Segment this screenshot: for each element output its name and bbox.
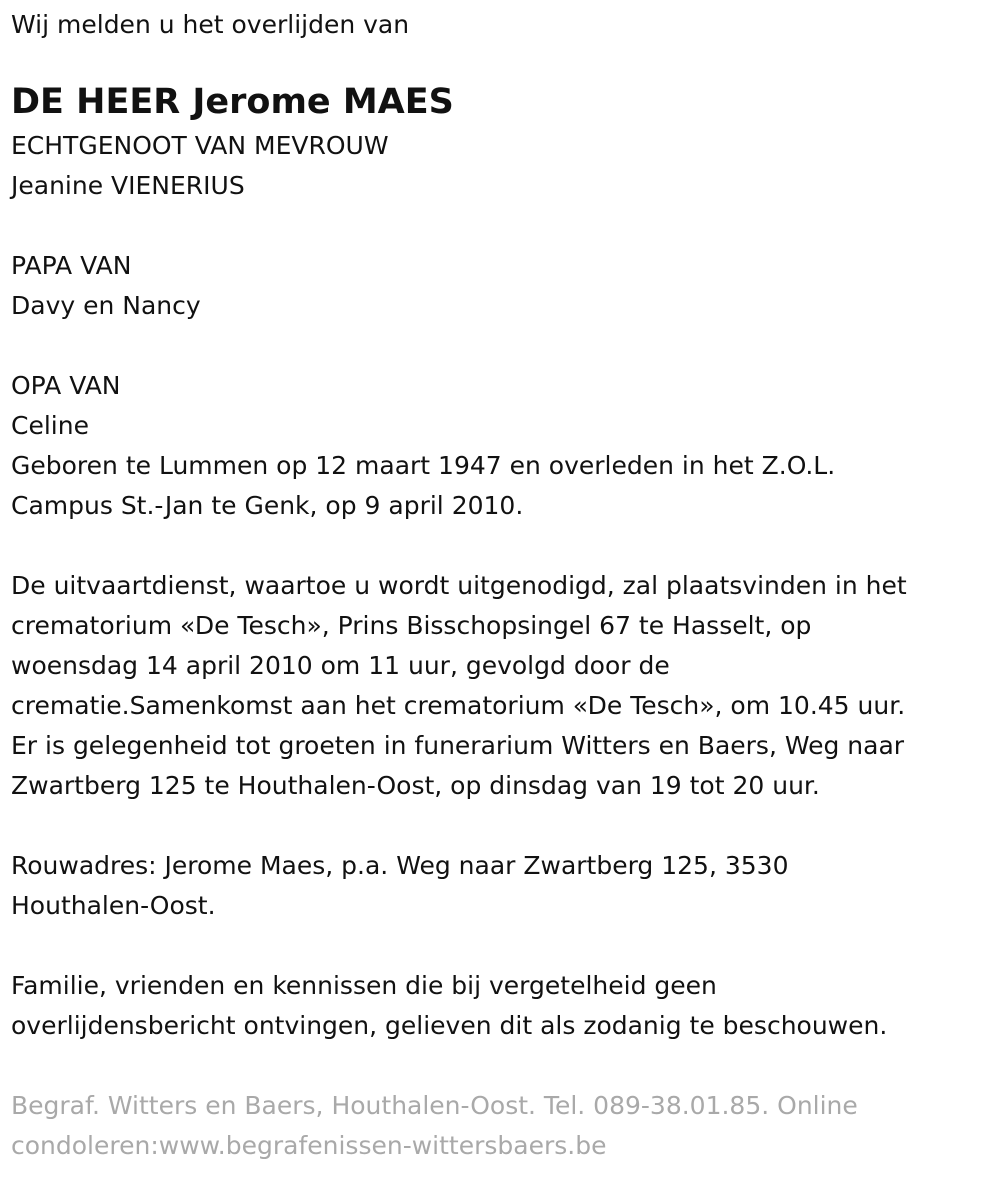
spacer: [11, 806, 1000, 846]
birth-death-line: Geboren te Lummen op 12 maart 1947 en overleden in het Z.O.L.: [11, 451, 836, 480]
grandfather-label: OPA VAN: [11, 371, 121, 400]
service-line: Zwartberg 125 te Houthalen-Oost, op dinsdag van 19 tot 20 uur.: [11, 771, 820, 800]
notice-section: [11, 966, 1000, 1046]
deceased-name: DE HEER Jerome MAES: [11, 82, 454, 122]
spacer: [11, 926, 1000, 966]
spacer: [11, 1046, 1000, 1086]
children-names: Davy en Nancy: [11, 291, 201, 320]
service-line: woensdag 14 april 2010 om 11 uur, gevolgd door de: [11, 651, 670, 680]
birth-death-line: Campus St.-Jan te Genk, op 9 april 2010.: [11, 491, 524, 520]
service-line: crematie.Samenkomst aan het crematorium «De Tesch», om 10.45 uur.: [11, 691, 906, 720]
service-line: De uitvaartdienst, waartoe u wordt uitgenodigd, zal plaatsvinden in het: [11, 571, 907, 600]
service-line: crematorium «De Tesch», Prins Bisschopsingel 67 te Hasselt, op: [11, 611, 812, 640]
address-line: Rouwadres: Jerome Maes, p.a. Weg naar Zwartberg 125, 3530: [11, 851, 789, 880]
spacer: [11, 526, 1000, 566]
children-section: [11, 246, 1000, 326]
spouse-label: ECHTGENOOT VAN MEVROUW: [11, 131, 389, 160]
intro-text: Wij melden u het overlijden van: [11, 10, 410, 39]
spacer: [11, 326, 1000, 366]
spouse-section: [11, 126, 1000, 206]
service-section: [11, 566, 1000, 806]
spacer: [11, 206, 1000, 246]
address-line: Houthalen-Oost.: [11, 891, 216, 920]
grandchildren-section: [11, 366, 1000, 446]
notice-line: Familie, vrienden en kennissen die bij vergetelheid geen: [11, 971, 717, 1000]
footer-line: condoleren:www.begrafenissen-wittersbaers.be: [11, 1131, 607, 1160]
father-label: PAPA VAN: [11, 251, 132, 280]
birth-death-section: [11, 446, 1000, 526]
address-section: [11, 846, 1000, 926]
service-line: Er is gelegenheid tot groeten in funerarium Witters en Baers, Weg naar: [11, 731, 905, 760]
grandchildren-names: Celine: [11, 411, 89, 440]
spouse-name: Jeanine VIENERIUS: [11, 171, 245, 200]
funeral-home-footer: [11, 1086, 1000, 1166]
notice-line: overlijdensbericht ontvingen, gelieven dit als zodanig te beschouwen.: [11, 1011, 888, 1040]
footer-line: Begraf. Witters en Baers, Houthalen-Oost. Tel. 089-38.01.85. Online: [11, 1091, 858, 1120]
